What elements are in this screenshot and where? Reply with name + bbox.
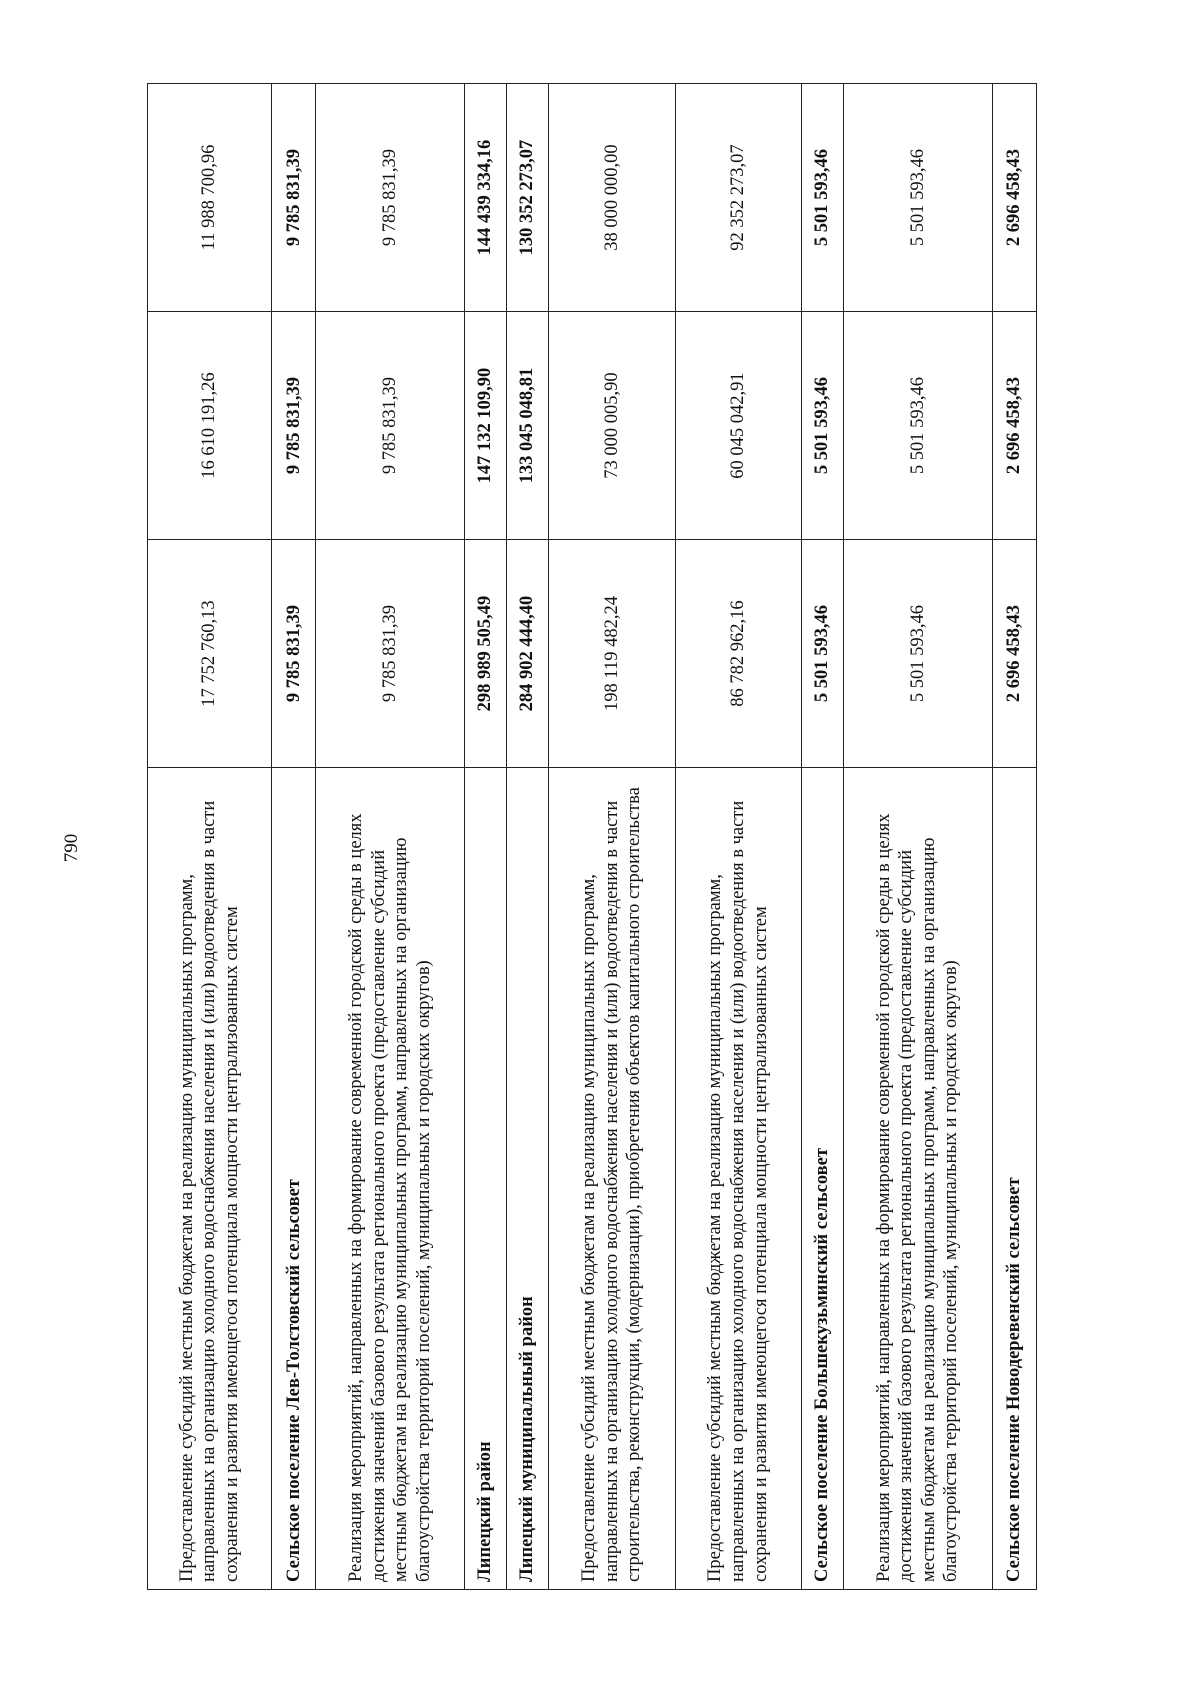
row-value-year2: 5 501 593,46 [844,312,993,540]
row-value-year1: 17 752 760,13 [148,540,272,768]
table-row [549,84,675,1590]
table-row [148,84,272,1590]
row-description: Липецкий район [465,768,507,1590]
row-description: Предоставление субсидий местным бюджетам на реализацию муниципальных программ, направленных на организацию холодного водоснабжения населения и (или) водоотведения в части строительства, реконструкции, (модернизации), приобретения объектов капитального строительства [549,768,675,1590]
table-row-subtotal [992,84,1036,1590]
row-value-year1: 9 785 831,39 [316,540,465,768]
row-value-year1: 298 989 505,49 [465,540,507,768]
row-value-year3: 9 785 831,39 [272,84,316,312]
row-value-year3: 38 000 000,00 [549,84,675,312]
row-description: Предоставление субсидий местным бюджетам на реализацию муниципальных программ, направленных на организацию холодного водоснабжения населения и (или) водоотведения в части сохранения и развития имеющегося потенциала мощности централизованных систем [675,768,801,1590]
row-value-year2: 2 696 458,43 [992,312,1036,540]
row-value-year2: 147 132 109,90 [465,312,507,540]
row-description: Предоставление субсидий местным бюджетам на реализацию муниципальных программ, направленных на организацию холодного водоснабжения населения и (или) водоотведения в части сохранения и развития имеющегося потенциала мощности централизованных систем [148,768,272,1590]
budget-table [147,83,1037,1590]
row-value-year2: 60 045 042,91 [675,312,801,540]
table-row-subtotal [801,84,843,1590]
rotated-budget-sheet [147,85,1037,1590]
table-row [675,84,801,1590]
row-description: Реализация мероприятий, направленных на формирование современной городской среды в целях достижения значений базового результата регионального проекта (предоставление субсидий местным бюджетам на реализацию муниципальных программ, направленных на организацию благоустройства территорий поселений, муниципальных и городских округов) [844,768,993,1590]
table-row-subtotal [272,84,316,1590]
row-value-year1: 284 902 444,40 [507,540,549,768]
row-value-year2: 73 000 005,90 [549,312,675,540]
row-value-year1: 198 119 482,24 [549,540,675,768]
row-value-year3: 92 352 273,07 [675,84,801,312]
row-value-year2: 16 610 191,26 [148,312,272,540]
row-value-year1: 86 782 962,16 [675,540,801,768]
row-description: Сельское поселение Лев-Толстовский сельсовет [272,768,316,1590]
row-description: Сельское поселение Большекузьминский сельсовет [801,768,843,1590]
row-value-year1: 9 785 831,39 [272,540,316,768]
table-row-subtotal [465,84,507,1590]
row-value-year3: 130 352 273,07 [507,84,549,312]
row-value-year2: 133 045 048,81 [507,312,549,540]
row-description: Липецкий муниципальный район [507,768,549,1590]
row-value-year1: 5 501 593,46 [844,540,993,768]
table-row-subtotal [507,84,549,1590]
row-value-year3: 11 988 700,96 [148,84,272,312]
row-value-year2: 9 785 831,39 [316,312,465,540]
row-description: Реализация мероприятий, направленных на формирование современной городской среды в целях достижения значений базового результата регионального проекта (предоставление субсидий местным бюджетам на реализацию муниципальных программ, направленных на организацию благоустройства территорий поселений, муниципальных и городских округов) [316,768,465,1590]
row-value-year3: 5 501 593,46 [801,84,843,312]
row-value-year1: 5 501 593,46 [801,540,843,768]
row-description: Сельское поселение Новодеревенский сельсовет [992,768,1036,1590]
row-value-year2: 5 501 593,46 [801,312,843,540]
row-value-year3: 5 501 593,46 [844,84,993,312]
row-value-year3: 2 696 458,43 [992,84,1036,312]
page-number: 790 [61,833,82,863]
row-value-year3: 9 785 831,39 [316,84,465,312]
row-value-year1: 2 696 458,43 [992,540,1036,768]
row-value-year2: 9 785 831,39 [272,312,316,540]
row-value-year3: 144 439 334,16 [465,84,507,312]
table-row [844,84,993,1590]
table-row [316,84,465,1590]
